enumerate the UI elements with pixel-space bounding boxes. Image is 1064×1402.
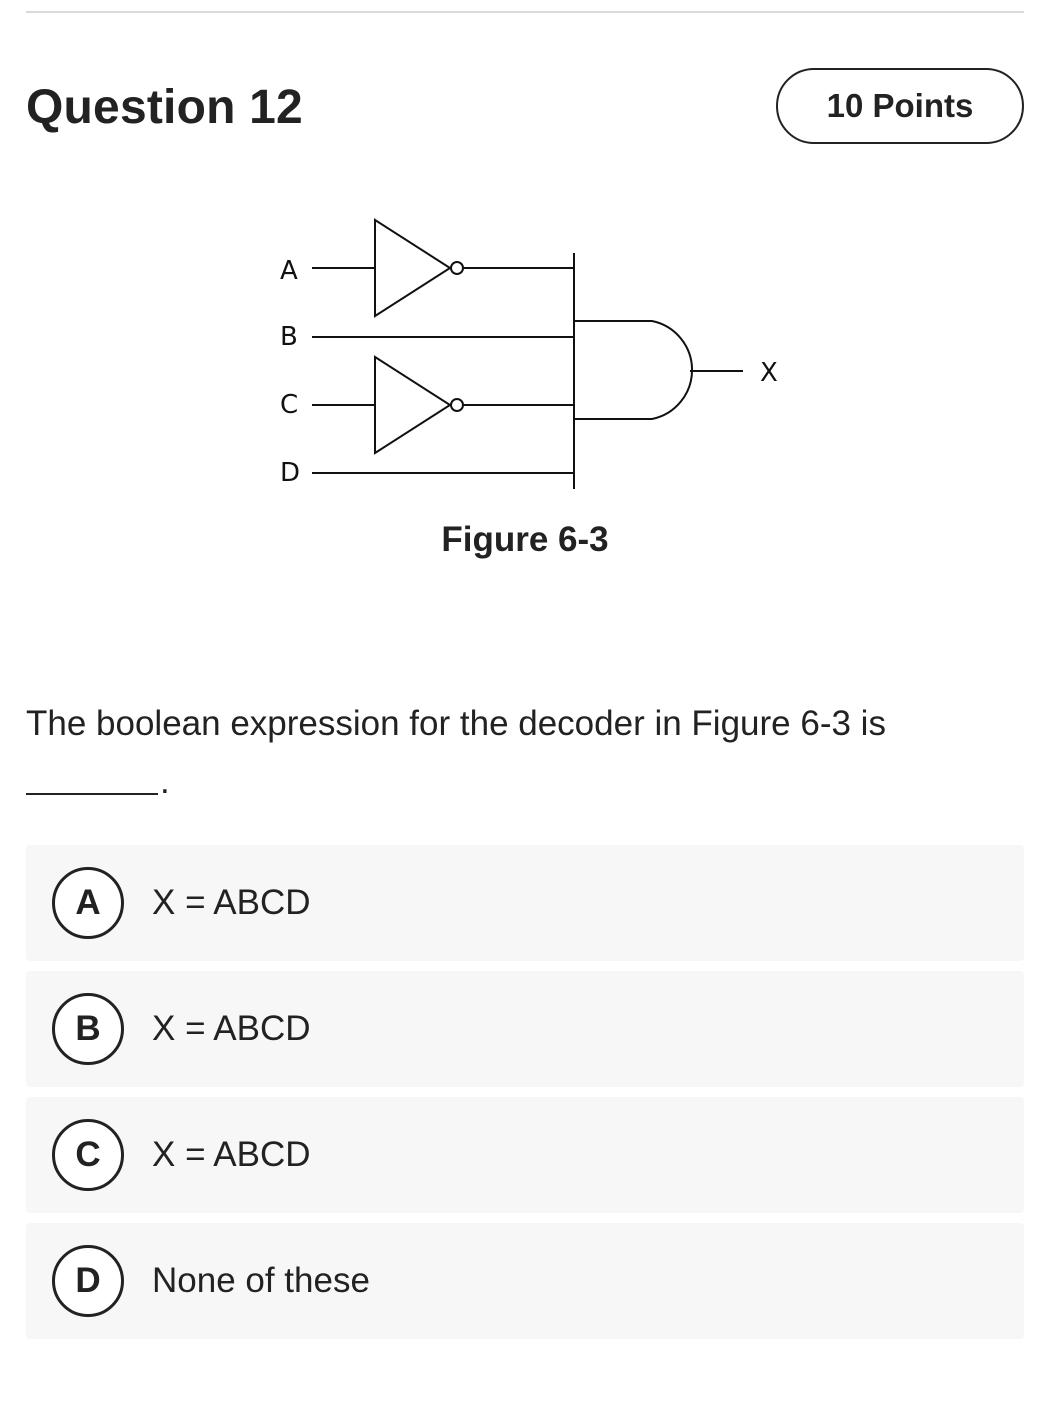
option-a-text: X = ABCD: [152, 883, 311, 922]
inverter-c: [375, 357, 450, 453]
option-d-letter-badge: D: [52, 1245, 124, 1317]
option-d-text: None of these: [152, 1261, 370, 1300]
option-c-text: X = ABCD: [152, 1135, 311, 1174]
input-label-d: D: [280, 458, 301, 488]
logic-circuit-diagram: [240, 205, 820, 505]
option-b[interactable]: [26, 971, 1024, 1087]
option-d[interactable]: [26, 1223, 1024, 1339]
answer-blank: [26, 793, 158, 795]
input-label-c: C: [280, 390, 299, 420]
inverter-a: [375, 220, 450, 316]
question-text: The boolean expression for the decoder in Figure 6-3 is: [26, 704, 886, 743]
option-c[interactable]: [26, 1097, 1024, 1213]
input-label-a: A: [280, 256, 298, 286]
option-a[interactable]: [26, 845, 1024, 961]
top-divider: [26, 11, 1024, 13]
option-b-text: X = ABCD: [152, 1009, 311, 1048]
option-a-letter-badge: A: [52, 867, 124, 939]
inverter-a-bubble: [451, 262, 463, 274]
answer-options: [26, 845, 1024, 1349]
question-header: [26, 68, 1024, 148]
inverter-c-bubble: [451, 399, 463, 411]
figure-caption: Figure 6-3: [441, 520, 609, 559]
logic-circuit-figure: [240, 205, 820, 505]
option-b-letter-badge: B: [52, 993, 124, 1065]
input-label-b: B: [280, 322, 298, 352]
answer-blank-period: .: [160, 762, 170, 801]
points-badge: 10 Points: [776, 68, 1024, 144]
option-c-letter-badge: C: [52, 1119, 124, 1191]
and-gate: [574, 321, 692, 419]
output-label-x: X: [760, 358, 778, 388]
question-title: Question 12: [26, 81, 303, 134]
